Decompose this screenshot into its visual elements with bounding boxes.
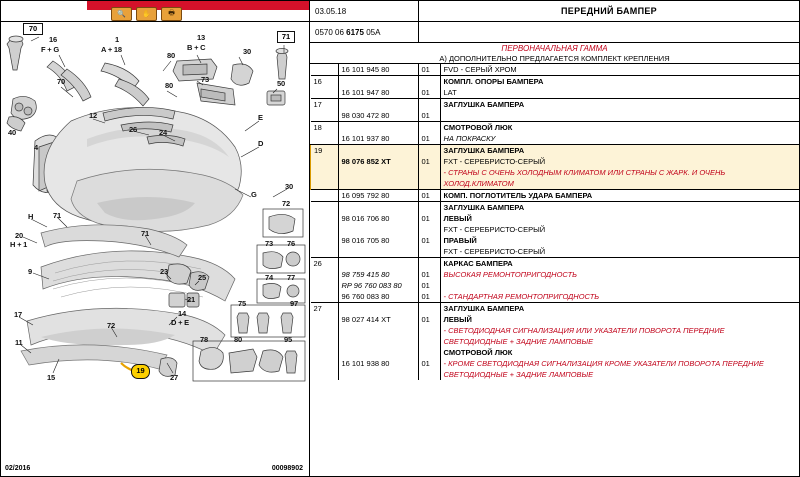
row-qty: 01 xyxy=(418,87,440,99)
row-qty xyxy=(418,369,440,380)
row-qty: 01 xyxy=(418,314,440,325)
callout-30-b: 30 xyxy=(285,182,293,191)
row-qty: 01 xyxy=(418,213,440,224)
callout-77: 77 xyxy=(287,273,295,282)
row-desc: ВЫСОКАЯ РЕМОНТОПРИГОДНОСТЬ xyxy=(443,270,578,279)
row-ref: 16 101 937 80 xyxy=(338,133,418,145)
row-qty xyxy=(418,99,440,111)
callout-b-c: B + C xyxy=(187,43,206,52)
callout-40: 40 xyxy=(8,128,16,137)
illustration-panel xyxy=(1,1,310,476)
row-desc: СМОТРОВОЙ ЛЮК xyxy=(443,348,513,357)
table-row[interactable] xyxy=(311,291,800,303)
table-row[interactable] xyxy=(311,76,800,88)
page-title: ПЕРЕДНИЙ БАМПЕР xyxy=(561,6,657,16)
row-desc: СМОТРОВОЙ ЛЮК xyxy=(440,122,799,134)
callout-27: 27 xyxy=(170,373,178,382)
row-qty xyxy=(418,325,440,336)
row-ref xyxy=(338,76,418,88)
row-ref xyxy=(338,99,418,111)
row-desc: - КРОМЕ СВЕТОДИОДНАЯ СИГНАЛИЗАЦИЯ КРОМЕ УКАЗАТЕЛИ ПОВОРОТА ПЕРЕДНИЕ xyxy=(443,359,764,368)
callout-71-top: 71 xyxy=(277,31,295,43)
callout-e: E xyxy=(258,113,263,122)
table-row[interactable] xyxy=(311,190,800,202)
callout-g: G xyxy=(251,190,257,199)
table-row[interactable] xyxy=(311,280,800,291)
row-pos: 19 xyxy=(311,145,339,190)
table-row[interactable] xyxy=(311,235,800,246)
table-row[interactable] xyxy=(311,122,800,134)
callout-76: 76 xyxy=(287,239,295,248)
callout-71-c: 71 xyxy=(141,229,149,238)
row-ref: 98 030 472 80 xyxy=(338,110,418,122)
row-desc: КАРКАС БАМПЕРА xyxy=(440,258,799,270)
row-ref: 16 095 792 80 xyxy=(338,190,418,202)
row-qty xyxy=(418,202,440,214)
row-desc: ЗАГЛУШКА БАМПЕРА xyxy=(440,202,799,214)
callout-13: 13 xyxy=(197,33,205,42)
row-desc: - СВЕТОДИОДНАЯ СИГНАЛИЗАЦИЯ ИЛИ УКАЗАТЕЛИ ПОВОРОТА ПЕРЕДНИЕ xyxy=(443,326,725,335)
row-qty: 01 xyxy=(418,269,440,280)
table-row[interactable] xyxy=(311,110,800,122)
row-qty: 01 xyxy=(418,358,440,369)
row-desc xyxy=(440,110,799,122)
row-ref xyxy=(338,224,418,235)
row-pos xyxy=(311,202,339,258)
row-ref: 16 101 945 80 xyxy=(338,64,418,76)
illustration-date-code: 02/2016 xyxy=(5,465,31,472)
table-row[interactable] xyxy=(311,303,800,315)
callout-21: 21 xyxy=(187,295,195,304)
table-row-selected[interactable] xyxy=(311,156,800,167)
doc-code xyxy=(310,22,419,42)
gamma-header xyxy=(310,43,799,64)
table-row[interactable] xyxy=(311,213,800,224)
table-row[interactable] xyxy=(311,369,800,380)
row-pos: 18 xyxy=(311,122,339,145)
callout-d: D xyxy=(258,139,264,148)
doc-subheader-row xyxy=(310,22,799,43)
callout-h-1: H + 1 xyxy=(10,240,28,249)
row-ref xyxy=(338,202,418,214)
bumper-diagram xyxy=(1,21,309,476)
row-ref: 98 027 414 XT xyxy=(338,314,418,325)
callout-a-18: A + 18 xyxy=(101,45,122,54)
callout-25: 25 xyxy=(198,273,206,282)
callout-80-a: 80 xyxy=(167,51,175,60)
row-ref xyxy=(338,336,418,347)
callout-70-b: 70 xyxy=(57,77,65,86)
row-desc: FVD - СЕРЫЙ ХРОМ xyxy=(443,65,517,74)
row-ref: RP 96 760 083 80 xyxy=(338,280,418,291)
table-row-selected[interactable] xyxy=(311,145,800,157)
row-pos xyxy=(311,64,339,76)
row-pos xyxy=(311,190,339,202)
row-desc: ЗАГЛУШКА БАМПЕРА xyxy=(440,145,799,157)
callout-97: 97 xyxy=(290,299,298,308)
table-row[interactable] xyxy=(311,269,800,280)
row-ref xyxy=(338,369,418,380)
row-qty xyxy=(418,246,440,258)
row-qty: 01 xyxy=(418,235,440,246)
row-qty xyxy=(418,347,440,358)
table-row[interactable] xyxy=(311,202,800,214)
row-qty xyxy=(418,76,440,88)
row-ref: 96 760 083 80 xyxy=(338,291,418,303)
row-desc: НА ПОКРАСКУ xyxy=(443,134,496,143)
callout-14: 14 xyxy=(178,309,186,318)
row-qty xyxy=(418,258,440,270)
row-ref xyxy=(338,258,418,270)
row-ref xyxy=(338,145,418,157)
row-qty: 01 xyxy=(418,156,440,167)
table-row[interactable] xyxy=(311,258,800,270)
row-qty: 01 xyxy=(418,64,440,76)
table-row-selected[interactable] xyxy=(311,167,800,178)
row-qty xyxy=(418,122,440,134)
gamma-title: ПЕРВОНАЧАЛЬНАЯ ГАММА xyxy=(501,44,608,53)
row-qty: 01 xyxy=(418,280,440,291)
row-qty: 01 xyxy=(418,291,440,303)
callout-23: 23 xyxy=(160,267,168,276)
row-desc: - СТРАНЫ С ОЧЕНЬ ХОЛОДНЫМ КЛИМАТОМ ИЛИ СТРАНЫ С ЖАРК. И ОЧЕНЬ xyxy=(440,167,799,178)
row-desc: ЛЕВЫЙ xyxy=(443,214,472,223)
row-desc: LAT xyxy=(443,88,457,97)
illustration-toolbar xyxy=(1,1,309,22)
callout-4: 4 xyxy=(34,143,38,152)
callout-73-a: 73 xyxy=(201,75,209,84)
row-ref xyxy=(338,347,418,358)
callout-73-b: 73 xyxy=(265,239,273,248)
row-ref: 16 101 938 80 xyxy=(338,358,418,369)
table-row-selected[interactable] xyxy=(311,178,800,190)
parts-table xyxy=(310,64,799,380)
row-desc: СВЕТОДИОДНЫЕ + ЗАДНИЕ ЛАМПОВЫЕ xyxy=(443,370,594,379)
callout-16: 16 xyxy=(49,35,57,44)
row-ref xyxy=(338,303,418,315)
table-row[interactable] xyxy=(311,99,800,111)
row-desc: ЛЕВЫЙ xyxy=(443,315,472,324)
row-desc: СВЕТОДИОДНЫЕ + ЗАДНИЕ ЛАМПОВЫЕ xyxy=(443,337,594,346)
doc-code-suffix: 05A xyxy=(366,27,381,37)
row-pos: 16 xyxy=(311,76,339,99)
row-ref: 98 076 852 XT xyxy=(338,156,418,167)
table-row[interactable] xyxy=(311,64,800,76)
callout-26: 26 xyxy=(129,125,137,134)
parts-panel xyxy=(310,1,799,476)
table-row[interactable] xyxy=(311,325,800,336)
table-row[interactable] xyxy=(311,314,800,325)
row-ref xyxy=(338,178,418,190)
illustration-ref-code: 00098902 xyxy=(271,465,303,472)
table-row[interactable] xyxy=(311,336,800,347)
callout-72-b: 72 xyxy=(107,321,115,330)
pan-icon[interactable]: ✋ xyxy=(136,7,157,21)
table-row[interactable] xyxy=(311,224,800,235)
row-qty xyxy=(418,167,440,178)
table-row[interactable] xyxy=(311,358,800,369)
subheader-spacer xyxy=(419,22,799,42)
row-qty xyxy=(418,303,440,315)
row-qty xyxy=(418,178,440,190)
highlighted-callout-19[interactable]: 19 xyxy=(131,364,150,379)
row-pos: 17 xyxy=(311,99,339,122)
callout-h: H xyxy=(28,212,34,221)
callout-f-g: F + G xyxy=(41,45,59,54)
row-pos: 27 xyxy=(311,303,339,381)
table-row[interactable] xyxy=(311,246,800,258)
callout-74: 74 xyxy=(265,273,273,282)
parts-table-wrap xyxy=(310,43,799,476)
parts-table-body xyxy=(311,64,800,380)
table-row[interactable] xyxy=(311,347,800,358)
callout-72-a: 72 xyxy=(282,199,290,208)
row-desc: - СТАНДАРТНАЯ РЕМОНТОПРИГОДНОСТЬ xyxy=(443,292,600,301)
print-icon[interactable]: 🖶 xyxy=(161,7,182,21)
row-ref xyxy=(338,246,418,258)
callout-11: 11 xyxy=(15,338,23,347)
doc-header-row xyxy=(310,1,799,22)
callout-71-b: 71 xyxy=(53,211,61,220)
callout-9: 9 xyxy=(28,267,32,276)
row-qty xyxy=(418,145,440,157)
gamma-subtitle: A) ДОПОЛНИТЕЛЬНО ПРЕДЛАГАЕТСЯ КОМПЛЕКТ КРЕПЛЕНИЯ xyxy=(439,54,670,63)
callout-78: 78 xyxy=(200,335,208,344)
doc-code-bold: 6175 xyxy=(346,27,364,37)
row-desc: ЗАГЛУШКА БАМПЕРА xyxy=(440,303,799,315)
row-desc: ХОЛОД.КЛИМАТОМ xyxy=(440,178,799,190)
callout-d-e: D + E xyxy=(171,318,189,327)
row-qty xyxy=(418,224,440,235)
row-ref xyxy=(338,325,418,336)
doc-date: 03.05.18 xyxy=(310,1,419,21)
table-row[interactable] xyxy=(311,133,800,145)
doc-code-prefix: 0570 06 xyxy=(315,27,344,37)
zoom-icon[interactable]: 🔍 xyxy=(111,7,132,21)
callout-80-b: 80 xyxy=(165,81,173,90)
row-ref: 98 759 415 80 xyxy=(338,269,418,280)
row-desc: ПРАВЫЙ xyxy=(443,236,477,245)
table-row[interactable] xyxy=(311,87,800,99)
callout-80-c: 80 xyxy=(234,335,242,344)
row-ref: 16 101 947 80 xyxy=(338,87,418,99)
callout-30-a: 30 xyxy=(243,47,251,56)
row-desc xyxy=(440,280,799,291)
callout-75: 75 xyxy=(238,299,246,308)
callout-50: 50 xyxy=(277,79,285,88)
callout-1: 1 xyxy=(115,35,119,44)
toolbar-icons xyxy=(111,7,182,21)
row-qty: 01 xyxy=(418,133,440,145)
bumper-drawing xyxy=(1,21,310,476)
row-qty xyxy=(418,336,440,347)
row-qty: 01 xyxy=(418,110,440,122)
row-ref: 98 016 706 80 xyxy=(338,213,418,224)
callout-12: 12 xyxy=(89,111,97,120)
row-qty: 01 xyxy=(418,190,440,202)
row-desc: ЗАГЛУШКА БАМПЕРА xyxy=(440,99,799,111)
callout-95: 95 xyxy=(284,335,292,344)
callout-15: 15 xyxy=(47,373,55,382)
row-ref xyxy=(338,122,418,134)
row-ref xyxy=(338,167,418,178)
row-desc: FXT - СЕРЕБРИСТО-СЕРЫЙ xyxy=(443,247,546,256)
row-desc: КОМП. ПОГЛОТИТЕЛЬ УДАРА БАМПЕРА xyxy=(440,190,799,202)
callout-20: 20 xyxy=(15,231,23,240)
row-ref: 98 016 705 80 xyxy=(338,235,418,246)
row-pos: 26 xyxy=(311,258,339,303)
row-desc: FXT - СЕРЕБРИСТО-СЕРЫЙ xyxy=(443,225,546,234)
callout-24: 24 xyxy=(159,128,167,137)
row-desc: FXT - СЕРЕБРИСТО-СЕРЫЙ xyxy=(440,156,799,167)
row-desc: КОМПЛ. ОПОРЫ БАМПЕРА xyxy=(440,76,799,88)
callout-70-top: 70 xyxy=(23,23,43,35)
callout-17: 17 xyxy=(14,310,22,319)
